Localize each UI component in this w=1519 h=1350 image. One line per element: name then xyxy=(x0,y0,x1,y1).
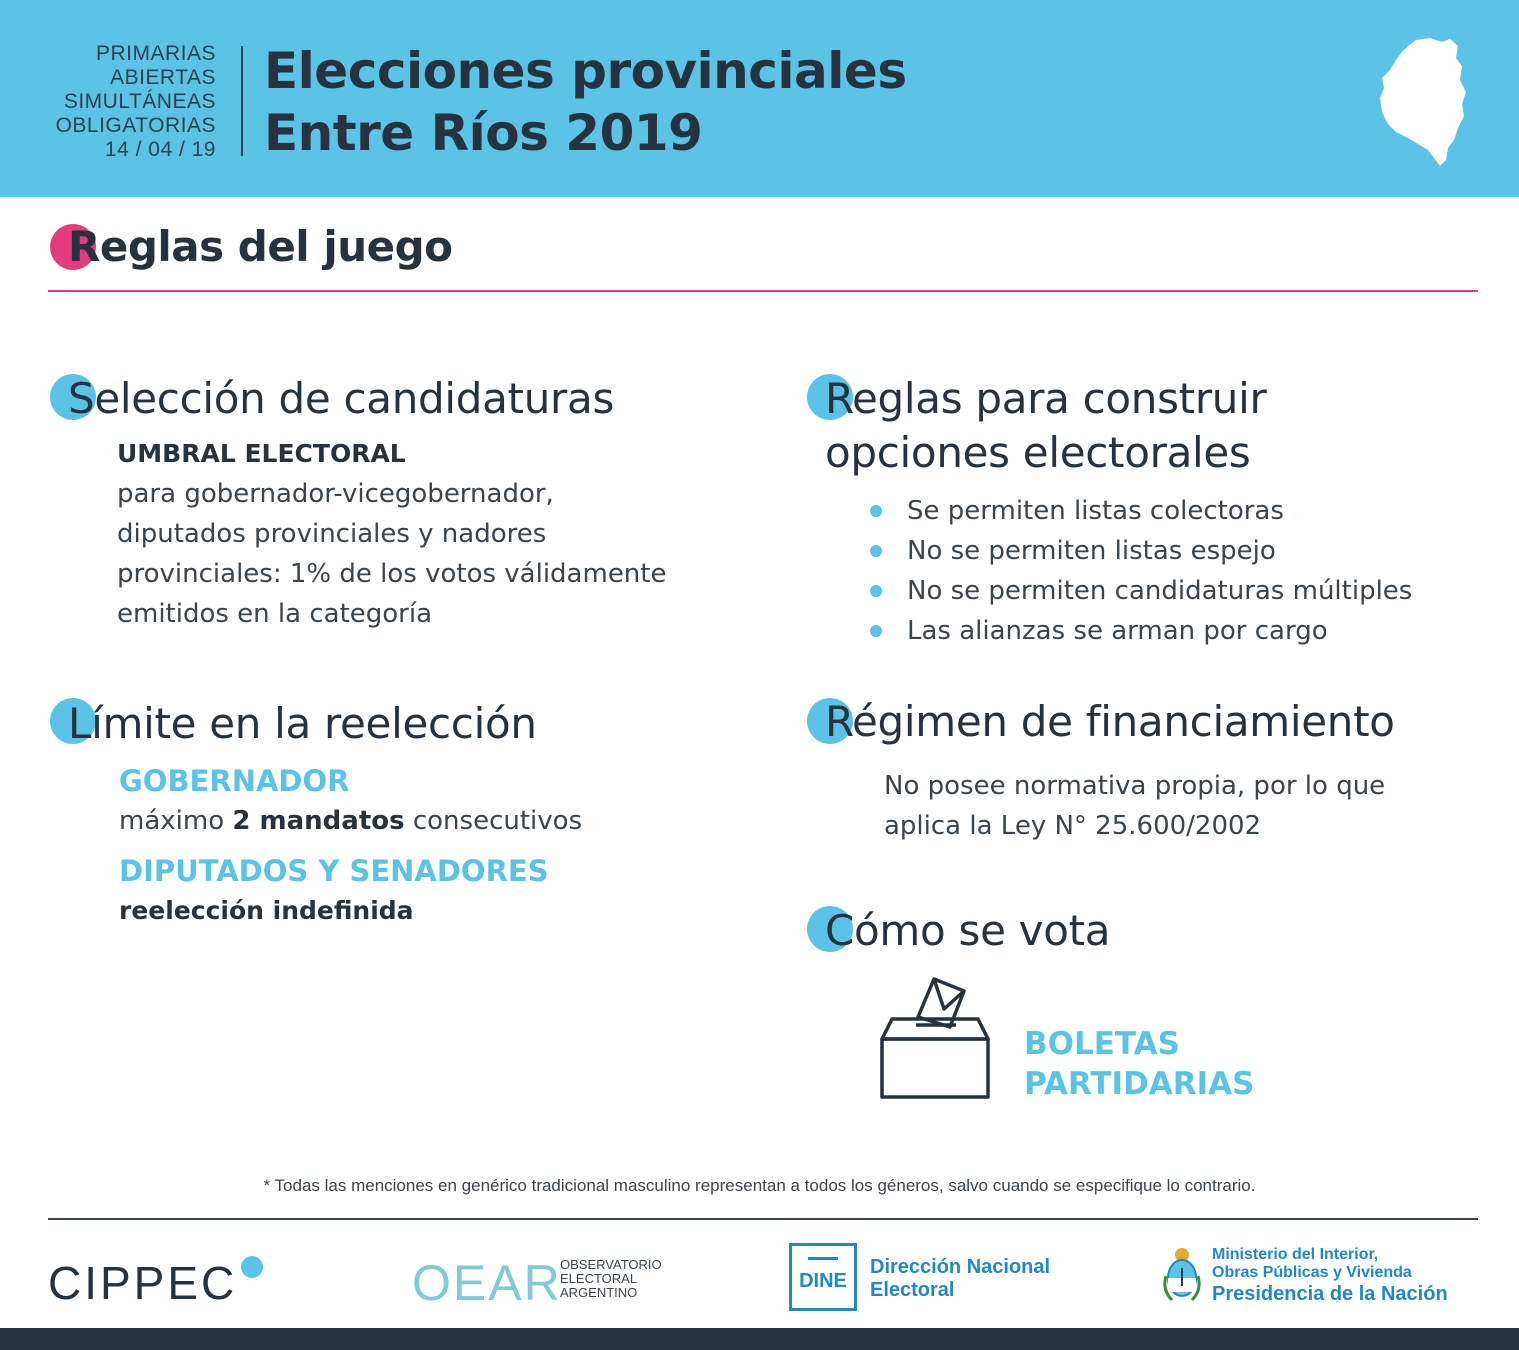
oear-sub-line: ARGENTINO xyxy=(560,1285,638,1300)
page-title xyxy=(264,40,907,164)
footnote: * Todas las menciones en genérico tradicional masculino representan a todos los géneros, salvo cuando se especifique lo contrario. xyxy=(263,1176,1256,1195)
side-label-line: PRIMARIAS xyxy=(95,42,216,65)
oear-logo: OEAR xyxy=(412,1255,562,1311)
oear-subtitle xyxy=(560,1258,662,1300)
financiamiento-line: aplica la Ley N° 25.600/2002 xyxy=(884,811,1262,841)
side-label-line: ABIERTAS xyxy=(110,66,216,89)
seleccion-line: diputados provinciales y nadores xyxy=(117,519,547,549)
list-item: Las alianzas se arman por cargo xyxy=(870,611,1412,651)
como-vota-title: Cómo se vota xyxy=(825,906,1111,955)
ballot-box-icon xyxy=(878,975,994,1103)
cippec-badge-icon xyxy=(241,1256,263,1278)
limite-title: Límite en la reelección xyxy=(68,699,537,748)
seleccion-body xyxy=(117,434,666,634)
seleccion-title: Selección de candidaturas xyxy=(68,374,615,423)
header-banner xyxy=(0,0,1519,197)
boletas-line-1: BOLETAS xyxy=(1024,1026,1180,1062)
presidencia-text: Presidencia de la Nación xyxy=(1212,1283,1448,1305)
gob-pre: máximo xyxy=(119,806,233,836)
diputados-label: DIPUTADOS Y SENADORES xyxy=(119,854,549,888)
side-label-line: SIMULTÁNEAS xyxy=(63,90,216,113)
reglas-title-line-2: opciones electorales xyxy=(825,428,1251,477)
gobernador-rule xyxy=(119,801,582,841)
limite-body xyxy=(119,761,582,931)
financiamiento-title: Régimen de financiamiento xyxy=(825,697,1395,746)
section-heading: Reglas del juego xyxy=(68,222,453,271)
ministerio-logo xyxy=(1212,1246,1448,1306)
election-type-label xyxy=(56,42,216,162)
oear-sub-line: ELECTORAL xyxy=(560,1271,638,1286)
dine-name-line: Electoral xyxy=(870,1279,955,1301)
argentina-coat-of-arms-icon xyxy=(1162,1246,1202,1304)
list-item: No se permiten candidaturas múltiples xyxy=(870,571,1412,611)
list-item: No se permiten listas espejo xyxy=(870,531,1412,571)
reglas-title xyxy=(825,372,1266,480)
gobernador-label: GOBERNADOR xyxy=(119,764,350,798)
financiamiento-body xyxy=(884,766,1385,846)
cippec-logo: CIPPEC xyxy=(48,1257,238,1309)
dine-name-line: Dirección Nacional xyxy=(870,1256,1051,1278)
gob-post: consecutivos xyxy=(404,806,583,836)
footer-divider xyxy=(48,1218,1478,1220)
dine-text: DINE xyxy=(799,1270,847,1292)
dine-bar xyxy=(808,1257,838,1260)
side-label-line: OBLIGATORIAS xyxy=(55,114,216,137)
ministerio-line: Obras Públicas y Vivienda xyxy=(1212,1264,1412,1281)
election-date: 14 / 04 / 19 xyxy=(104,138,216,161)
diputados-rule: reelección indefinida xyxy=(119,896,414,925)
boletas-label xyxy=(1024,1024,1254,1104)
heading-underline xyxy=(48,290,1478,292)
reglas-list xyxy=(870,491,1412,651)
footer-bar xyxy=(0,1328,1519,1350)
seleccion-line: emitidos en la categoría xyxy=(117,599,433,629)
boletas-line-2: PARTIDARIAS xyxy=(1024,1066,1255,1102)
seleccion-line: provinciales: 1% de los votos válidamente xyxy=(117,559,667,589)
list-item: Se permiten listas colectoras xyxy=(870,491,1412,531)
dine-name xyxy=(870,1256,1050,1302)
seleccion-line: para gobernador-vicegobernador, xyxy=(117,479,554,509)
umbral-label: UMBRAL ELECTORAL xyxy=(117,439,406,468)
dine-logo xyxy=(789,1243,857,1311)
ministerio-line: Ministerio del Interior, xyxy=(1212,1246,1379,1263)
financiamiento-line: No posee normativa propia, por lo que xyxy=(884,771,1386,801)
title-line-1: Elecciones provinciales xyxy=(264,42,907,100)
gob-mandatos: 2 mandatos xyxy=(232,806,405,836)
oear-sub-line: OBSERVATORIO xyxy=(560,1257,662,1272)
reglas-title-line-1: Reglas para construir xyxy=(825,374,1267,423)
entre-rios-map-icon xyxy=(1378,36,1468,168)
header-divider xyxy=(241,46,243,156)
title-line-2: Entre Ríos 2019 xyxy=(264,104,703,162)
